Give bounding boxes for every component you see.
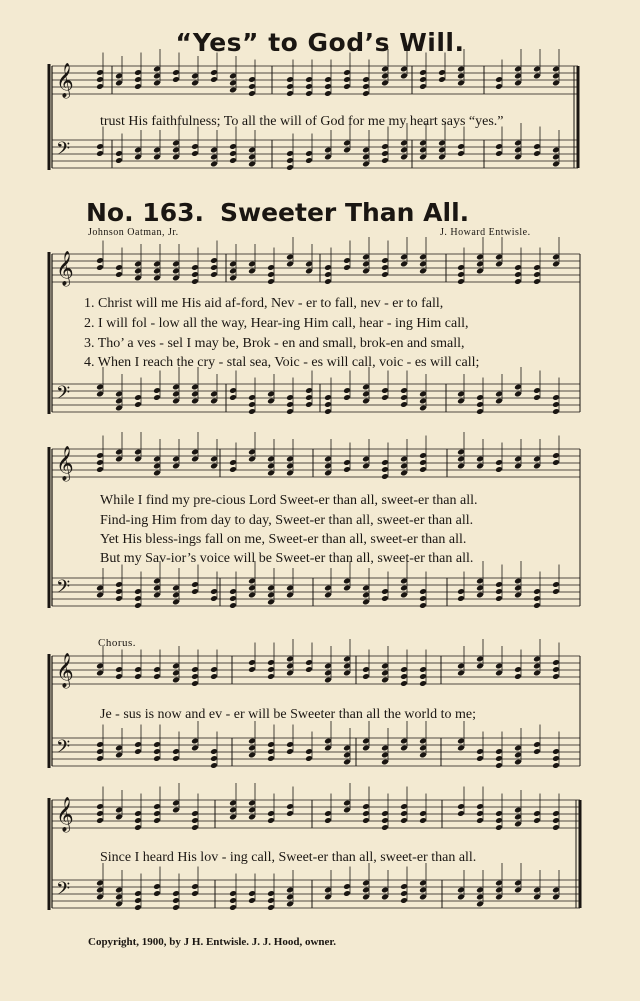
chorus-line: Since I heard His lov - ing call, Sweet-er than all, sweet-er than all. bbox=[100, 850, 477, 865]
verse-line: 1. Christ will me His aid af-ford, Nev - er to fall, nev - er to fall, bbox=[84, 296, 444, 311]
verse-line: 4. When I reach the cry - stal sea, Voic - es will call, voic - es will call; bbox=[84, 355, 480, 370]
chorus-line: Je - sus is now and ev - er will be Sweeter than all the world to me; bbox=[100, 707, 476, 722]
hymn-title: Sweeter Than All. bbox=[220, 198, 470, 227]
hymn-number: No. 163. bbox=[86, 198, 204, 227]
svg-text:𝄢: 𝄢 bbox=[56, 577, 71, 602]
chorus-label: Chorus. bbox=[98, 637, 137, 649]
svg-text:𝄞: 𝄞 bbox=[56, 251, 74, 286]
lyricist-credit: Johnson Oatman, Jr. bbox=[88, 227, 179, 238]
verse-line: 2. I will fol - low all the way, Hear-ing Him call, hear - ing Him call, bbox=[84, 316, 469, 331]
svg-text:𝄢: 𝄢 bbox=[56, 737, 71, 762]
svg-text:𝄢: 𝄢 bbox=[56, 879, 71, 904]
svg-text:𝄞: 𝄞 bbox=[56, 63, 74, 98]
verse-line: While I find my pre-cious Lord Sweet-er than all, sweet-er than all. bbox=[100, 493, 478, 508]
svg-text:𝄞: 𝄞 bbox=[56, 446, 74, 481]
verse-line: Find-ing Him from day to day, Sweet-er than all, sweet-er than all. bbox=[100, 513, 474, 528]
previous-hymn-lyric: trust His faithfulness; To all the will of God for me my heart says “yes.” bbox=[100, 114, 504, 129]
svg-text:𝄞: 𝄞 bbox=[56, 653, 74, 688]
copyright-notice: Copyright, 1900, by J H. Entwisle. J. J. Hood, owner. bbox=[88, 936, 337, 948]
verse-line: Yet His bless-ings fall on me, Sweet-er than all, sweet-er than all. bbox=[100, 532, 467, 547]
svg-text:𝄢: 𝄢 bbox=[56, 383, 71, 408]
composer-credit: J. Howard Entwisle. bbox=[440, 227, 531, 238]
verse-line: 3. Tho’ a ves - sel I may be, Brok - en and small, brok-en and small, bbox=[84, 336, 465, 351]
verse-line: But my Sav-ior’s voice will be Sweet-er than all, sweet-er than all. bbox=[100, 551, 474, 566]
previous-hymn-title: “Yes” to God’s Will. bbox=[175, 28, 465, 57]
svg-text:𝄞: 𝄞 bbox=[56, 797, 74, 832]
svg-text:𝄢: 𝄢 bbox=[56, 139, 71, 164]
